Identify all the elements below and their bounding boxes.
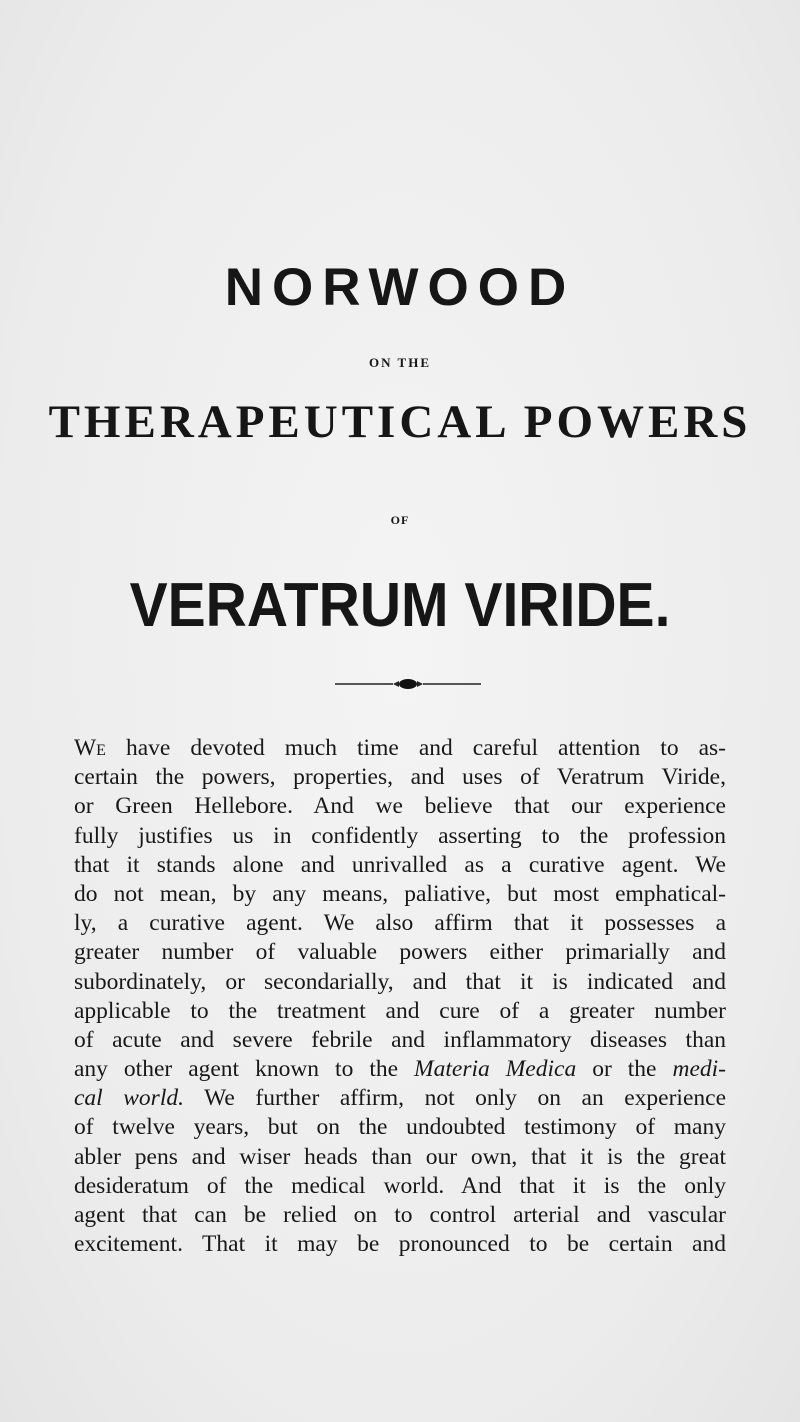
line-text: or Green Hellebore. And we believe that our experience: [74, 793, 726, 820]
line-text: agent that can be relied on to control arterial and vascular: [74, 1202, 726, 1228]
text-line: [74, 968, 726, 997]
text-line: [74, 880, 726, 909]
of-subheading: OF: [390, 513, 410, 527]
text-line: [74, 1201, 726, 1230]
ornamental-rule-icon: [335, 676, 481, 692]
line-text: ly, a curative agent. We also affirm that it possesses a: [74, 910, 726, 937]
line-text: of twelve years, but on the undoubted testimony of many: [74, 1114, 726, 1141]
body-paragraph: [74, 734, 726, 1259]
lead-word: We: [74, 735, 106, 761]
text-line: [74, 851, 726, 880]
line-text: desideratum of the medical world. And that it is the only: [74, 1172, 726, 1199]
text-line: [74, 938, 726, 967]
text-line: [74, 734, 726, 763]
text-line: [74, 1172, 726, 1201]
veratrum-viride-heading: VERATRUM VIRIDE.: [129, 571, 671, 640]
line-text: that it stands alone and unrivalled as a curative agent. We: [74, 851, 726, 878]
text-line: [74, 997, 726, 1026]
text-line: [74, 1113, 726, 1142]
line-text: abler pens and wiser heads than our own, that it is the great: [74, 1143, 726, 1170]
text-line: [74, 909, 726, 938]
text-line: [74, 1143, 726, 1172]
line-text: greater number of valuable powers either primarially and: [74, 939, 726, 966]
text-line: [74, 763, 726, 792]
text-line: [74, 1055, 726, 1084]
line-text: certain the powers, properties, and uses of Veratrum Viride,: [74, 764, 726, 791]
text-line: [74, 1230, 726, 1259]
italic-term: cal world.: [74, 1085, 184, 1112]
line-text: or the: [576, 1056, 673, 1083]
line-text: We further affirm, not only on an experience: [183, 1085, 726, 1112]
line-text: applicable to the treatment and cure of a greater number: [74, 997, 726, 1024]
line-text: fully justifies us in confidently asserting to the profession: [74, 822, 726, 849]
line-text: do not mean, by any means, paliative, but most emphatical-: [74, 880, 726, 907]
text-line: [74, 822, 726, 851]
on-the-subheading: ON THE: [369, 355, 431, 370]
text-line: [74, 1026, 726, 1055]
line-text: subordinately, or secondarially, and that it is indicated and: [74, 968, 726, 995]
therapeutical-powers-heading: THERAPEUTICAL POWERS: [48, 396, 752, 448]
line-text: any other agent known to the: [74, 1056, 415, 1083]
author-heading: NORWOOD: [224, 258, 576, 317]
line-text: of acute and severe febrile and inflammatory diseases than: [74, 1026, 726, 1053]
line-text: excitement. That it may be pronounced to be certain and: [74, 1231, 726, 1258]
text-line: [74, 1084, 726, 1113]
italic-term: medi-: [672, 1056, 726, 1083]
line-text: have devoted much time and careful attention to as-: [105, 735, 726, 761]
text-line: [74, 792, 726, 821]
italic-term: Materia Medica: [414, 1056, 577, 1083]
